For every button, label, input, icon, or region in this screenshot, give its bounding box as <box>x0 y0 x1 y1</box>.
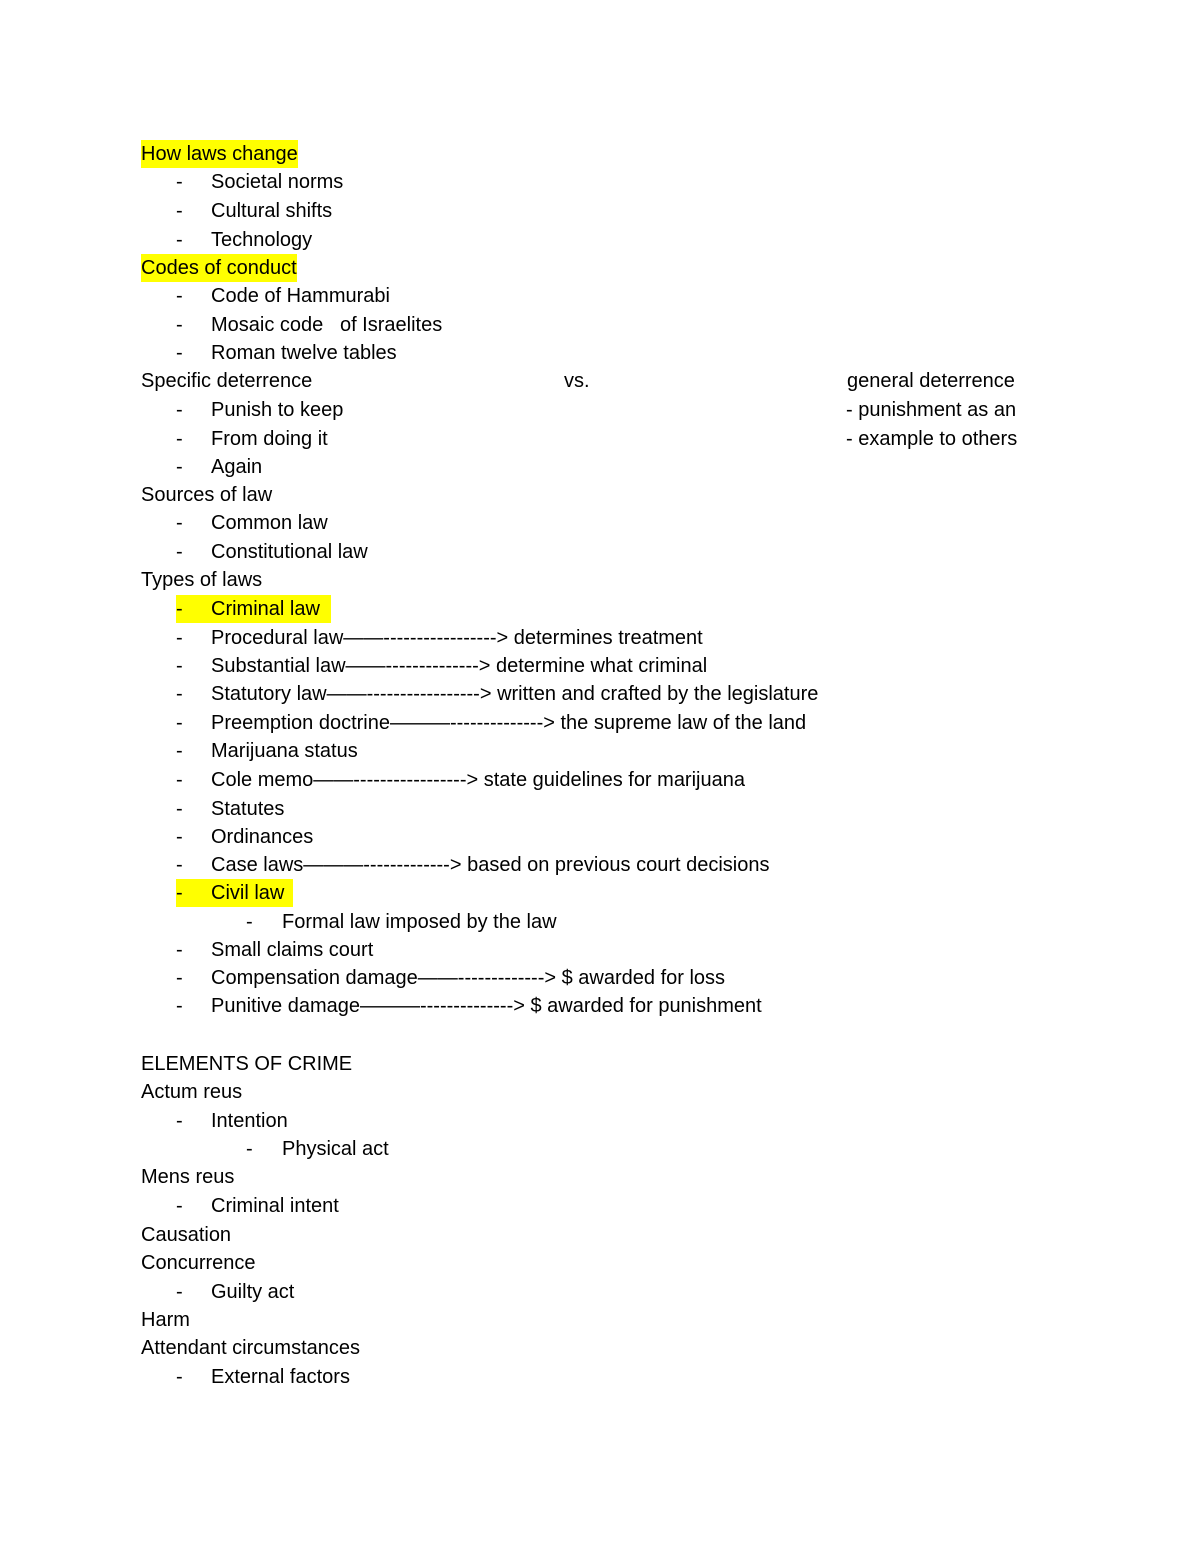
heading-line <box>0 566 263 594</box>
list-item-text: Criminal intent <box>211 1195 339 1217</box>
list-item-text: Cole memo——-----------------> state guidelines for marijuana <box>211 769 745 791</box>
list-item <box>0 311 443 339</box>
general-deterrence-heading: general deterrence <box>847 370 1015 392</box>
list-item-text: Societal norms <box>211 171 344 193</box>
bullet-dash: - <box>176 512 183 534</box>
list-item <box>0 168 344 196</box>
bullet-dash: - <box>176 683 183 705</box>
bullet-dash: - <box>176 798 183 820</box>
bullet-dash: - <box>246 1138 253 1160</box>
section-heading: Types of laws <box>141 569 263 591</box>
bullet-dash: - <box>176 428 183 450</box>
bullet-dash: - <box>176 1195 183 1217</box>
list-item <box>0 1363 350 1391</box>
heading-line <box>0 1163 235 1191</box>
heading-line <box>0 1334 360 1362</box>
list-item-text: Substantial law——--------------> determine what criminal <box>211 655 708 677</box>
heading-line <box>0 254 297 282</box>
bullet-dash: - <box>176 740 183 762</box>
element-label: Causation <box>141 1224 232 1246</box>
list-item-text: Statutory law——-----------------> written and crafted by the legislature <box>211 683 819 705</box>
heading-line <box>0 481 273 509</box>
heading-line <box>0 1306 190 1334</box>
elements-heading: ELEMENTS OF CRIME <box>141 1053 353 1075</box>
list-item-text: Procedural law——-----------------> determines treatment <box>211 627 703 649</box>
specific-deterrence-heading: Specific deterrence <box>141 370 313 392</box>
bullet-dash: - <box>176 314 183 336</box>
list-item-text: Compensation damage——-------------> $ awarded for loss <box>211 967 726 989</box>
heading-line <box>0 1249 256 1277</box>
bullet-dash: - <box>176 1110 183 1132</box>
list-item <box>0 992 762 1020</box>
list-item-text: Mosaic code of Israelites <box>211 314 443 336</box>
bullet-dash: - <box>176 200 183 222</box>
list-item <box>0 197 333 225</box>
civil-law-label: Civil law <box>211 882 285 904</box>
bullet-dash: - <box>176 171 183 193</box>
list-item <box>0 823 314 851</box>
list-item-highlighted <box>0 879 285 907</box>
list-item-text: Roman twelve tables <box>211 342 397 364</box>
bullet-dash: - <box>176 229 183 251</box>
bullet-dash: - <box>176 826 183 848</box>
sub-list-item <box>0 1135 389 1163</box>
bullet-dash: - <box>176 967 183 989</box>
list-item <box>0 1107 288 1135</box>
bullet-dash: - <box>176 854 183 876</box>
section-heading: How laws change <box>141 140 298 168</box>
list-item-text: Marijuana status <box>211 740 358 762</box>
list-item <box>0 509 328 537</box>
bullet-dash: - <box>176 456 183 478</box>
bullet-dash: - <box>176 1281 183 1303</box>
list-item-text: Ordinances <box>211 826 314 848</box>
list-item <box>0 851 770 879</box>
list-item <box>0 226 313 254</box>
general-deterrence-item: - punishment as an <box>846 399 1017 421</box>
heading-line <box>0 1050 353 1078</box>
bullet-dash: - <box>176 342 183 364</box>
bullet-dash: - <box>176 627 183 649</box>
list-item <box>0 737 358 765</box>
bullet-dash: - <box>176 769 183 791</box>
heading-line <box>0 1078 243 1106</box>
bullet-dash: - <box>176 939 183 961</box>
element-label: Mens reus <box>141 1166 235 1188</box>
list-item <box>0 680 819 708</box>
list-item-text: Formal law imposed by the law <box>282 911 557 933</box>
list-item <box>0 425 1018 453</box>
list-item-text: Small claims court <box>211 939 374 961</box>
list-item <box>0 453 263 481</box>
section-heading: Codes of conduct <box>141 254 297 282</box>
list-item-text: Code of Hammurabi <box>211 285 390 307</box>
section-heading: Sources of law <box>141 484 273 506</box>
sub-list-item <box>0 908 557 936</box>
list-item <box>0 936 374 964</box>
list-item <box>0 1192 339 1220</box>
list-item <box>0 964 726 992</box>
list-item-text: Preemption doctrine———--------------> the supreme law of the land <box>211 712 807 734</box>
list-item-text: Punish to keep <box>211 399 344 421</box>
element-label: Harm <box>141 1309 190 1331</box>
list-item <box>0 709 807 737</box>
list-item <box>0 538 368 566</box>
list-item-highlighted <box>0 595 320 623</box>
list-item <box>0 766 745 794</box>
bullet-dash: - <box>246 911 253 933</box>
list-item <box>0 396 1017 424</box>
list-item-text: Constitutional law <box>211 541 368 563</box>
list-item-text: Intention <box>211 1110 288 1132</box>
bullet-dash: - <box>176 712 183 734</box>
versus-label: vs. <box>564 370 590 392</box>
element-label: Concurrence <box>141 1252 256 1274</box>
list-item-text: Case laws———-------------> based on previous court decisions <box>211 854 770 876</box>
heading-line <box>0 140 298 168</box>
bullet-dash: - <box>176 995 183 1017</box>
bullet-dash: - <box>176 598 183 620</box>
bullet-dash: - <box>176 285 183 307</box>
list-item-text: Guilty act <box>211 1281 295 1303</box>
list-item-text: Physical act <box>282 1138 389 1160</box>
list-item <box>0 795 285 823</box>
list-item-text: Punitive damage———--------------> $ awarded for punishment <box>211 995 762 1017</box>
bullet-dash: - <box>176 655 183 677</box>
list-item-text: Technology <box>211 229 313 251</box>
bullet-dash: - <box>176 882 183 904</box>
bullet-dash: - <box>176 1366 183 1388</box>
deterrence-heading-line <box>0 367 1015 395</box>
list-item <box>0 1278 295 1306</box>
element-label: Actum reus <box>141 1081 243 1103</box>
list-item-text: Common law <box>211 512 328 534</box>
list-item <box>0 282 390 310</box>
heading-line <box>0 1221 232 1249</box>
list-item <box>0 339 397 367</box>
bullet-dash: - <box>176 541 183 563</box>
list-item-text: From doing it <box>211 428 328 450</box>
list-item-text: Statutes <box>211 798 285 820</box>
list-item-text: Again <box>211 456 263 478</box>
bullet-dash: - <box>176 399 183 421</box>
list-item-text: External factors <box>211 1366 350 1388</box>
element-label: Attendant circumstances <box>141 1337 360 1359</box>
list-item-text: Cultural shifts <box>211 200 333 222</box>
list-item <box>0 624 703 652</box>
general-deterrence-item: - example to others <box>846 428 1018 450</box>
criminal-law-label: Criminal law <box>211 598 320 620</box>
list-item <box>0 652 708 680</box>
